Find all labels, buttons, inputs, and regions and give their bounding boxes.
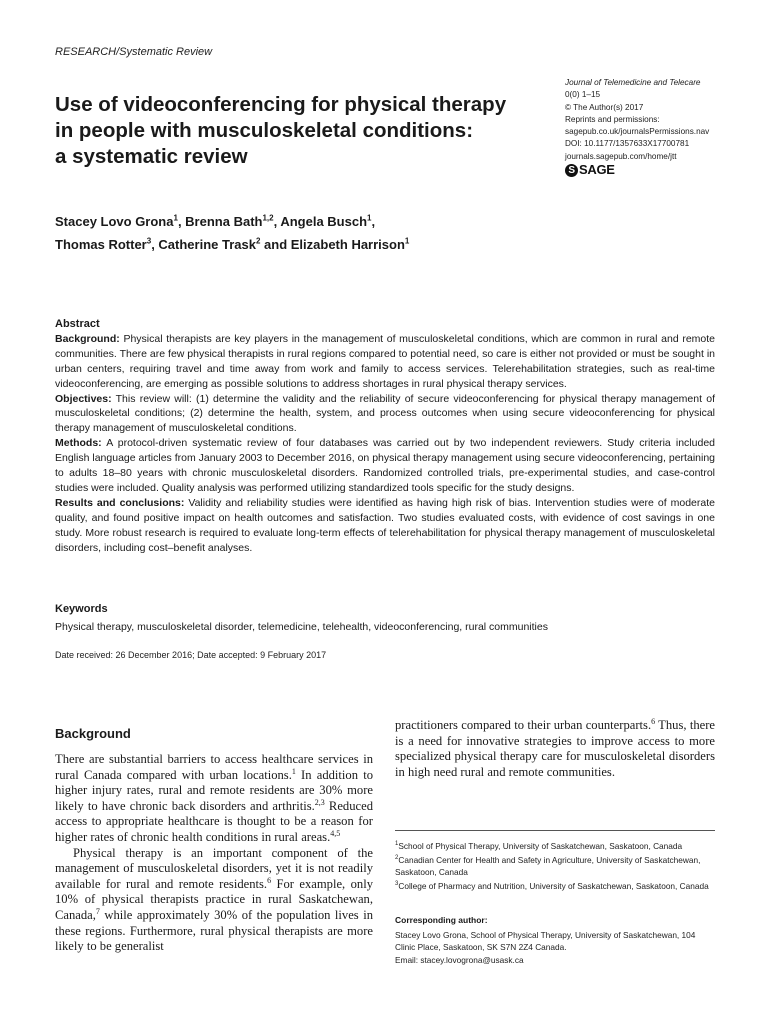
citation: 4,5 <box>330 828 341 838</box>
title-line: a systematic review <box>55 145 248 168</box>
sage-logo-icon: S <box>565 164 578 177</box>
affiliation-mark: 2 <box>255 236 261 246</box>
copyright: © The Author(s) 2017 <box>565 102 644 112</box>
affiliation-mark: 1 <box>404 236 410 246</box>
title-line: in people with musculoskeletal conditions: <box>55 119 474 142</box>
affiliations <box>395 838 717 892</box>
author: Catherine Trask$^2$ and <box>158 236 291 252</box>
reprints-label: Reprints and permissions: <box>565 114 660 124</box>
body-paragraph: practitioners compared to their urban counterparts.$^6$ Thus, there is a need for innovative strategies to improve access to more specialized physical therapy care for musculoskeletal disorders in high need rural and remote communities. <box>395 716 715 779</box>
abstract-heading: Abstract <box>55 318 100 330</box>
reprints-link[interactable]: sagepub.co.uk/journalsPermissions.nav <box>565 127 710 137</box>
keywords-list: Physical therapy, musculoskeletal disorder, telemedicine, telehealth, videoconferencing, rural communities <box>55 621 548 633</box>
doi[interactable]: DOI: 10.1177/1357633X17700781 <box>565 139 690 149</box>
journal-info <box>565 77 765 163</box>
citation: 6 <box>267 875 272 885</box>
abstract-background: Background: Physical therapists are key players in the management of musculoskeletal conditions, which are common in rural and remote communities. There are few physical therapists in rural regions compared to potential need, so care is either not provided or must be sought in urban centers, requiring travel and time away from work and family to access services. Telerehabilitation strategies, such as real-time videoconferencing, are emerging as possible solutions to address shortages in rural physical therapy services. <box>55 332 716 390</box>
section-label: RESEARCH/Systematic Review <box>55 46 213 58</box>
citation: 2,3 <box>314 797 325 807</box>
abstract-results: Results and conclusions: Validity and reliability studies were identified as having high risk of bias. Intervention studies were of moderate quality, and found positive impact on health outcomes and satisfaction. Two studies evaluated costs, with evidence of cost savings in one study. More robust research is required to evaluate long-term effects of telerehabilitation for physical therapy management of musculoskeletal disorders, including cost–benefit analyses. <box>55 496 715 554</box>
publisher-logo <box>565 162 615 177</box>
affiliation-mark: 1 <box>367 214 372 223</box>
section-heading: Background <box>55 726 131 741</box>
journal-name: Journal of Telemedicine and Telecare <box>565 78 701 87</box>
article-title <box>55 92 560 170</box>
author: Thomas Rotter$^3$, <box>55 236 159 252</box>
affiliation: $^3$College of Pharmacy and Nutrition, University of Saskatchewan, Saskatoon, Canada <box>395 880 709 891</box>
affiliation-mark: 1 <box>173 214 178 223</box>
body-column-right <box>395 718 715 780</box>
author: Stacey Lovo Grona$^1$, <box>55 214 186 230</box>
footnote-divider <box>395 830 715 831</box>
journal-url[interactable]: journals.sagepub.com/home/jtt <box>565 151 677 161</box>
citation: 1 <box>291 766 296 776</box>
corresponding-author-heading: Corresponding author: <box>395 915 488 925</box>
body-column-left <box>55 752 373 955</box>
abstract-objectives: Objectives: This review will: (1) determine the validity and the reliability of secure videoconferencing for physical therapy management of musculoskeletal conditions; (2) determine the health, system, and process outcomes when using secure videoconferencing for physical therapy management of musculoskeletal conditions. <box>55 392 715 435</box>
abstract-methods: Methods: A protocol-driven systematic review of four databases was carried out by two independent reviewers. Study criteria included English language articles from January 2003 to December 2016, on physical therapy management using secure videoconferencing, pertaining to adults 18–80 years with chronic musculoskeletal disorders. Randomized controlled trials, pre-experimental studies, and case-control studies were included. Quality analysis was performed utilizing standardized tools specific for the study designs. <box>55 437 715 494</box>
affiliation-mark: 3 <box>146 236 152 246</box>
body-paragraph: There are substantial barriers to access healthcare services in rural Canada compared with urban locations.$^1$ In addition to higher injury rates, rural and remote residents are 30% more likely to have chronic back disorders and arthritis.$^{2,3}$ Reduced access to appropriate healthcare is thought to be a reason for higher rates of chronic health conditions in rural areas.$^{4,5}$ <box>55 752 373 844</box>
citation: 7 <box>95 906 100 916</box>
title-line: Use of videoconferencing for physical therapy <box>55 93 507 116</box>
author: Brenna Bath$^{1,2}$, <box>185 214 281 230</box>
publisher-name: SAGE <box>579 162 615 177</box>
author-list <box>55 209 525 254</box>
dates-line: Date received: 26 December 2016; Date accepted: 9 February 2017 <box>55 650 327 660</box>
affiliation-mark: 1,2 <box>262 214 274 223</box>
abstract <box>55 317 715 556</box>
journal-volume: 0(0) 1–15 <box>565 90 601 100</box>
corresponding-address: Stacey Lovo Grona, School of Physical Therapy, University of Saskatchewan, 104 Clinic Place, Saskatoon, SK S7N 2Z4 Canada. <box>395 930 696 953</box>
author: Angela Busch$^1$, <box>280 214 376 230</box>
body-paragraph: Physical therapy is an important component of the management of musculoskeletal disorders, yet it is not readily available for rural and remote residents.$^6$ For example, only 10% of physical therapists practice in rural Saskatchewan, Canada,$^7$ while approximately 30% of the population lives in these regions. Furthermore, rural physical therapists are more likely to be generalist <box>55 845 374 954</box>
keywords-heading: Keywords <box>55 603 108 615</box>
affiliation: $^1$School of Physical Therapy, University of Saskatchewan, Saskatoon, Canada <box>395 840 683 851</box>
citation: 6 <box>651 716 656 726</box>
author: Elizabeth Harrison$^1$ <box>290 236 410 252</box>
affiliation: $^2$Canadian Center for Health and Safety in Agriculture, University of Saskatchewan, Saskatoon, Canada <box>395 854 701 877</box>
corresponding-email[interactable]: Email: stacey.lovogrona@usask.ca <box>395 954 524 965</box>
corresponding-author <box>395 929 717 966</box>
